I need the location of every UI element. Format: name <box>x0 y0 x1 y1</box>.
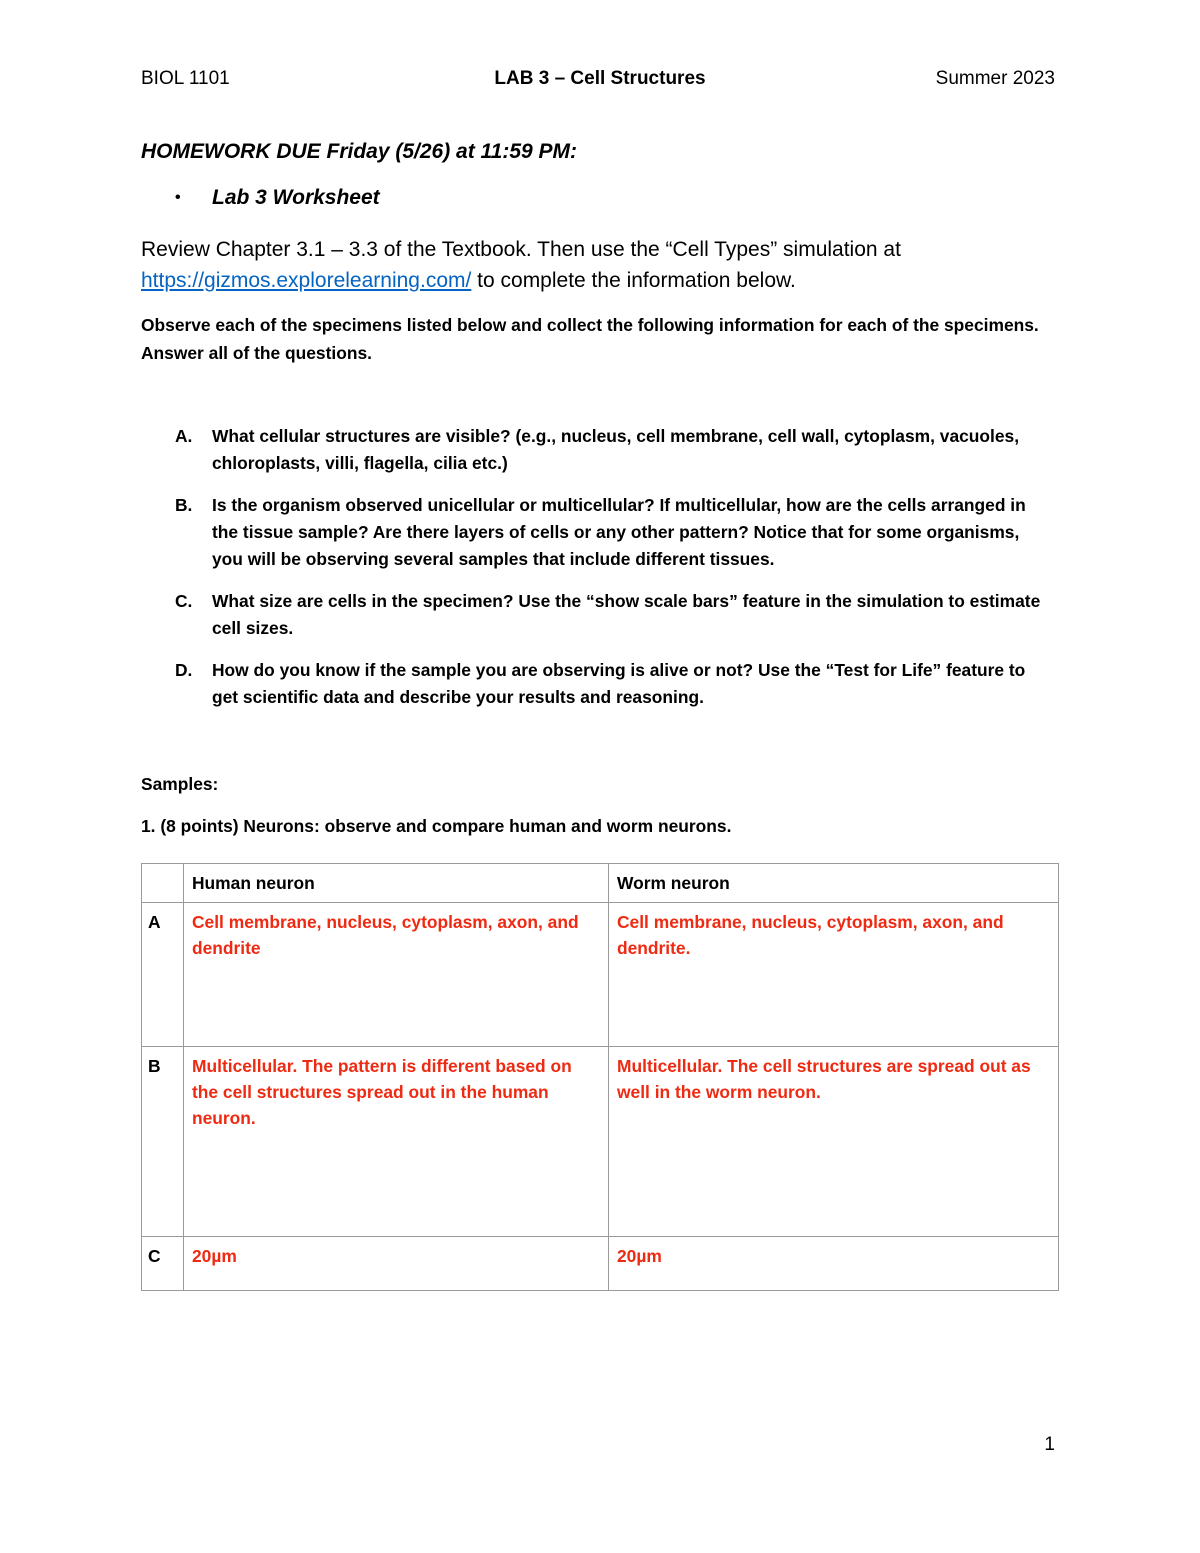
page-number: 1 <box>1044 1434 1055 1455</box>
table-row <box>142 903 1059 1047</box>
worm-answer-cell[interactable]: Multicellular. The cell structures are spread out as well in the worm neuron. <box>609 1047 1059 1237</box>
row-label: A <box>142 903 184 1047</box>
human-answer-cell[interactable]: Cell membrane, nucleus, cytoplasm, axon, and dendrite <box>184 903 609 1047</box>
question-letter: B. <box>175 495 193 515</box>
review-suffix: to complete the information below. <box>471 269 796 292</box>
bullet-icon: • <box>175 189 181 206</box>
question-letter: A. <box>175 426 193 446</box>
question-c <box>175 588 1055 642</box>
review-instructions <box>141 234 1061 296</box>
worm-answer-cell[interactable]: 20µm <box>609 1237 1059 1291</box>
question-text: Is the organism observed unicellular or multicellular? If multicellular, how are the cells arranged in the tissue sample? Are there layers of cells or any other pattern? Notice that for some organisms, you will be observing several samples that include different tissues. <box>212 495 1026 569</box>
question-text: What cellular structures are visible? (e.g., nucleus, cell membrane, cell wall, cytoplasm, vacuoles, chloroplasts, villi, flagella, cilia etc.) <box>212 426 1020 473</box>
observe-instructions: Observe each of the specimens listed below and collect the following information for each of the specimens. Answer all of the questions. <box>141 315 1039 363</box>
human-answer-cell[interactable]: Multicellular. The pattern is different based on the cell structures spread out in the human neuron. <box>184 1047 609 1237</box>
header-cell-blank <box>142 864 184 903</box>
question-list <box>175 423 1055 726</box>
neuron-comparison-table <box>141 863 1059 1291</box>
question-b <box>175 492 1055 573</box>
bullet-item-label: Lab 3 Worksheet <box>212 186 380 209</box>
table-row <box>142 1237 1059 1291</box>
question-d <box>175 657 1055 711</box>
table-row <box>142 1047 1059 1237</box>
question-letter: D. <box>175 660 193 680</box>
gizmos-link[interactable]: https://gizmos.explorelearning.com/ <box>141 269 472 292</box>
human-answer-cell[interactable]: 20µm <box>184 1237 609 1291</box>
header-cell-human: Human neuron <box>184 864 609 903</box>
question-text: How do you know if the sample you are observing is alive or not? Use the “Test for Life” feature to get scientific data and describe your results and reasoning. <box>212 660 1026 707</box>
header-cell-worm: Worm neuron <box>609 864 1059 903</box>
worm-answer-cell[interactable]: Cell membrane, nucleus, cytoplasm, axon, and dendrite. <box>609 903 1059 1047</box>
samples-heading: Samples: <box>141 774 219 794</box>
homework-due: HOMEWORK DUE Friday (5/26) at 11:59 PM: <box>141 140 578 163</box>
header-term: Summer 2023 <box>935 68 1055 89</box>
homework-bullet-item <box>175 186 380 210</box>
review-prefix: Review Chapter 3.1 – 3.3 of the Textbook. Then use the “Cell Types” simulation at <box>141 238 901 261</box>
question-text: What size are cells in the specimen? Use the “show scale bars” feature in the simulation to estimate cell sizes. <box>212 591 1041 638</box>
question-a <box>175 423 1055 477</box>
header-title: LAB 3 – Cell Structures <box>494 68 706 89</box>
row-label: C <box>142 1237 184 1291</box>
question-letter: C. <box>175 591 193 611</box>
table-header-row <box>142 864 1059 903</box>
row-label: B <box>142 1047 184 1237</box>
header-course: BIOL 1101 <box>141 68 230 89</box>
sample-item-1: 1. (8 points) Neurons: observe and compare human and worm neurons. <box>141 816 732 836</box>
